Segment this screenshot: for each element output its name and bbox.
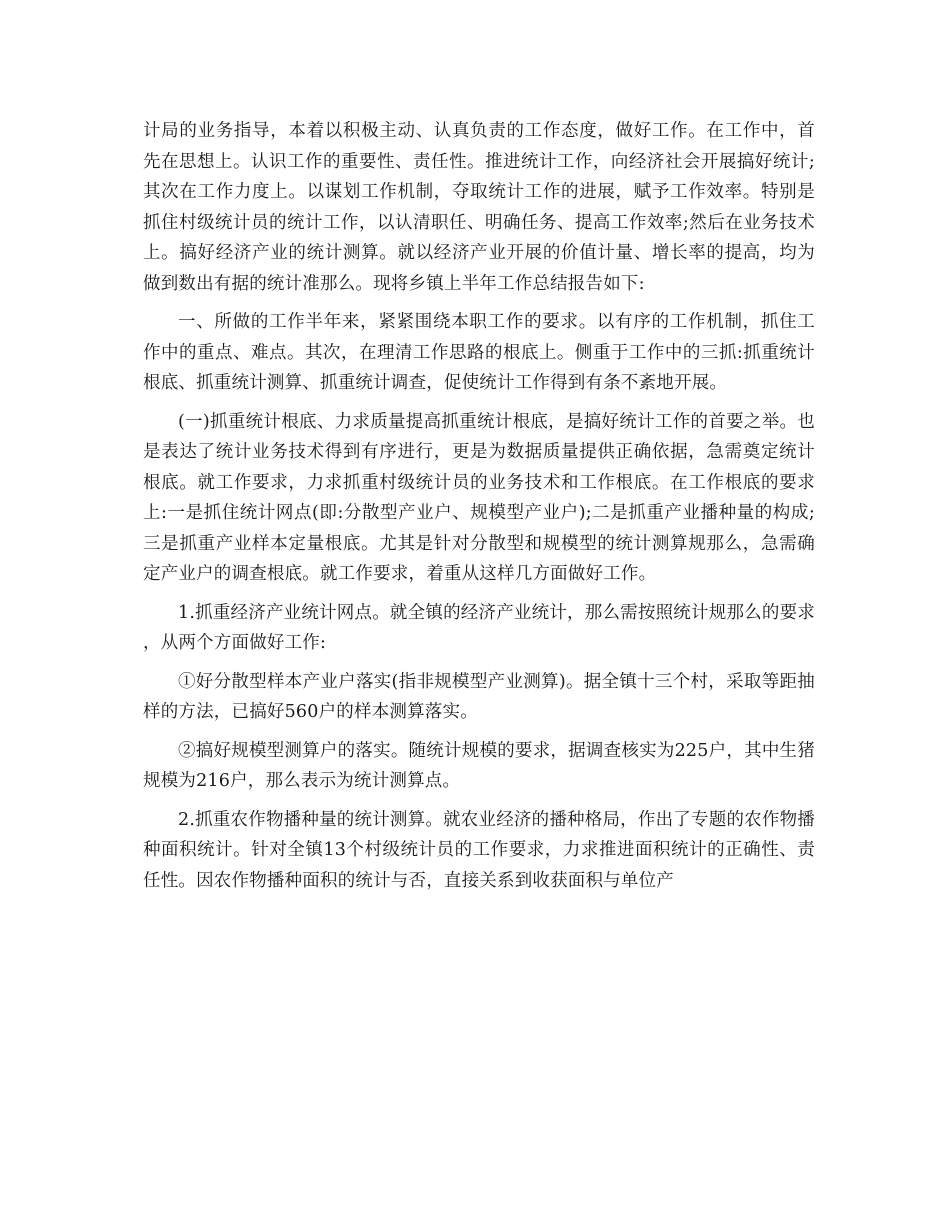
paragraph-section-one: 一、所做的工作半年来，紧紧围绕本职工作的要求。以有序的工作机制，抓住工作中的重点、难点。其次，在理清工作思路的根底上。侧重于工作中的三抓:抓重统计根底、抓重统计测算、抓重统计调查，促使统计工作得到有条不紊地开展。 bbox=[143, 312, 815, 393]
paragraph-intro: 计局的业务指导，本着以积极主动、认真负责的工作态度，做好工作。在工作中，首先在思想上。认识工作的重要性、责任性。推进统计工作，向经济社会开展搞好统计;其次在工作力度上。以谋划工作机制，夺取统计工作的进展，赋予工作效率。特别是抓住村级统计员的统计工作，以认清职任、明确任务、提高工作效率;然后在业务技术上。搞好经济产业的统计测算。就以经济产业开展的价值计量、增长率的提高，均为做到数出有据的统计准那么。现将乡镇上半年工作总结报告如下: bbox=[143, 121, 815, 294]
paragraph-item-one-a: ①好分散型样本产业户落实(指非规模型产业测算)。据全镇十三个村，采取等距抽样的方法，已搞好560户的样本测算落实。 bbox=[143, 671, 815, 722]
paragraph-item-one-b: ②搞好规模型测算户的落实。随统计规模的要求，据调查核实为225户，其中生猪规模为216户，那么表示为统计测算点。 bbox=[143, 740, 815, 791]
paragraph-item-two: 2.抓重农作物播种量的统计测算。就农业经济的播种格局，作出了专题的农作物播种面积统计。针对全镇13个村级统计员的工作要求，力求推进面积统计的正确性、责任性。因农作物播种面积的统计与否，直接关系到收获面积与单位产 bbox=[143, 809, 815, 891]
document-body bbox=[143, 116, 815, 904]
paragraph-subsection-one: (一)抓重统计根底、力求质量提高抓重统计根底，是搞好统计工作的首要之举。也是表达了统计业务技术得到有序进行，更是为数据质量提供正确依据，急需奠定统计根底。就工作要求，力求抓重村级统计员的业务技术和工作根底。在工作根底的要求上:一是抓住统计网点(即:分散型产业户、规模型产业户);二是抓重产业播种量的构成;三是抓重产业样本定量根底。尤其是针对分散型和规模型的统计测算规那么，急需确定产业户的调查根底。就工作要求，着重从这样几方面做好工作。 bbox=[143, 411, 815, 584]
paragraph-item-one: 1.抓重经济产业统计网点。就全镇的经济产业统计，那么需按照统计规那么的要求，从两个方面做好工作: bbox=[143, 602, 815, 653]
